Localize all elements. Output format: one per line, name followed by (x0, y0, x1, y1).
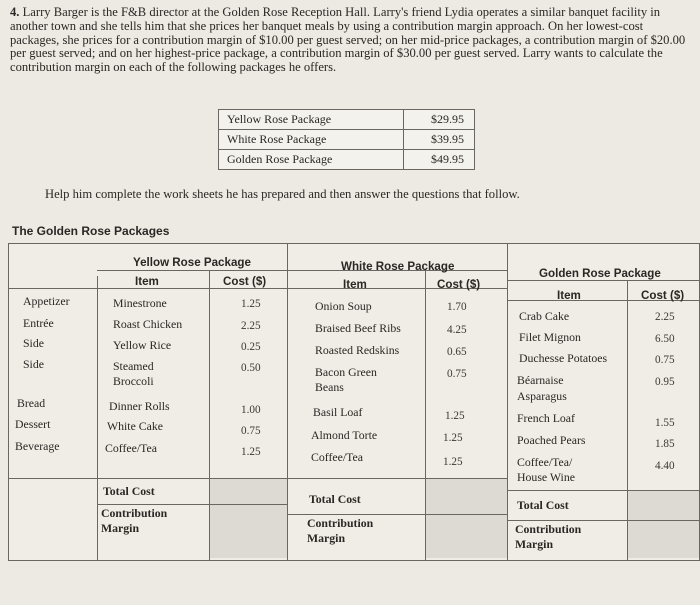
divider (209, 270, 210, 560)
package-price: $49.95 (404, 150, 475, 170)
divider (507, 520, 699, 521)
golden-contribution-label: Contribution (515, 522, 582, 536)
problem-number: 4. (10, 5, 20, 19)
white-item: Bacon Green (315, 365, 377, 379)
package-name: White Rose Package (219, 130, 404, 150)
golden-item-line2: House Wine (517, 470, 575, 484)
white-cost: 1.25 (445, 410, 465, 422)
yellow-item-header: Item (135, 275, 159, 288)
package-name: Yellow Rose Package (219, 110, 404, 130)
divider (425, 270, 426, 560)
golden-margin-label: Margin (515, 537, 554, 551)
section-title: The Golden Rose Packages (12, 224, 170, 238)
white-item: Coffee/Tea (311, 450, 364, 464)
empty-cost-cell-golden (627, 490, 699, 558)
price-row (219, 110, 475, 130)
yellow-cost: 1.25 (241, 298, 261, 310)
golden-item: French Loaf (517, 411, 575, 425)
golden-item: Crab Cake (519, 309, 570, 323)
price-row (219, 130, 475, 150)
golden-item: Coffee/Tea/ (517, 455, 573, 469)
white-cost: 1.25 (443, 432, 463, 444)
divider (9, 478, 507, 479)
category-label: Entrée (23, 316, 54, 330)
yellow-cost: 1.00 (241, 404, 261, 416)
category-label: Side (23, 336, 44, 350)
golden-total-cost-label: Total Cost (517, 498, 569, 512)
golden-cost: 6.50 (655, 333, 675, 345)
golden-cost: 1.55 (655, 417, 675, 429)
white-cost: 0.75 (447, 368, 467, 380)
category-label: Bread (17, 396, 46, 410)
divider (97, 270, 287, 271)
divider (9, 288, 507, 289)
package-price: $29.95 (404, 110, 475, 130)
yellow-package-title: Yellow Rose Package (133, 256, 251, 269)
category-label: Side (23, 357, 44, 371)
category-label: Beverage (15, 439, 60, 453)
yellow-item: Minestrone (113, 296, 167, 310)
white-total-cost-label: Total Cost (309, 492, 361, 506)
empty-cost-cell-yellow (209, 478, 287, 558)
yellow-contribution-label: Contribution (101, 506, 168, 520)
yellow-cost: 0.75 (241, 425, 261, 437)
yellow-item: Yellow Rice (113, 338, 172, 352)
yellow-margin-label: Margin (101, 521, 140, 535)
golden-cost: 2.25 (655, 311, 675, 323)
white-margin-label: Margin (307, 531, 346, 545)
white-item: Almond Torte (311, 428, 378, 442)
category-label: Dessert (15, 417, 51, 431)
white-item: Roasted Redskins (315, 343, 400, 357)
white-package-title: White Rose Package (341, 260, 455, 273)
white-cost: 4.25 (447, 324, 467, 336)
problem-body: Larry Barger is the F&B director at the Golden Rose Reception Hall. Larry's friend Lydia operates a similar banquet facility in another town and she tells him that she prices her banquet meals by using a contribution margin approach. On her lowest-cost packages, she prices for a contribution margin of $10.00 per guest served; on her mid-price packages, a contribution margin of $20.00 per guest served; and on her highest-price package, a contribution margin of $30.00 per guest served. Larry wants to calculate the contribution margin on each of the following packages he offers. (10, 5, 686, 75)
divider (507, 280, 699, 281)
golden-cost: 1.85 (655, 438, 675, 450)
golden-item: Béarnaise (517, 373, 564, 387)
white-item-line2: Beans (315, 380, 344, 394)
price-row (219, 150, 475, 170)
yellow-cost: 1.25 (241, 446, 261, 458)
divider (507, 490, 699, 491)
golden-package-title: Golden Rose Package (539, 267, 661, 280)
worksheet (8, 243, 700, 561)
yellow-cost: 0.25 (241, 341, 261, 353)
package-price: $39.95 (404, 130, 475, 150)
white-cost-header: Cost ($) (437, 278, 481, 291)
yellow-item-line2: Broccoli (113, 374, 154, 388)
package-name: Golden Rose Package (219, 150, 404, 170)
white-cost: 1.25 (443, 456, 463, 468)
yellow-item: Steamed (113, 359, 154, 373)
problem-text (10, 6, 690, 75)
golden-cost: 0.95 (655, 376, 675, 388)
white-item: Onion Soup (315, 299, 372, 313)
divider (627, 280, 628, 560)
divider (287, 244, 288, 560)
yellow-item: White Cake (107, 419, 164, 433)
yellow-cost: 0.50 (241, 362, 261, 374)
golden-cost: 0.75 (655, 354, 675, 366)
golden-item-header: Item (557, 289, 581, 302)
package-price-table (218, 109, 475, 170)
white-item-header: Item (343, 278, 367, 291)
divider (507, 244, 508, 560)
golden-item: Duchesse Potatoes (519, 351, 608, 365)
yellow-item: Dinner Rolls (109, 399, 170, 413)
white-item: Basil Loaf (313, 405, 363, 419)
yellow-cost: 2.25 (241, 320, 261, 332)
divider (97, 504, 287, 505)
empty-cost-cell-white (425, 478, 507, 558)
yellow-item: Coffee/Tea (105, 441, 158, 455)
divider (287, 514, 507, 515)
white-contribution-label: Contribution (307, 516, 374, 530)
yellow-total-cost-label: Total Cost (103, 484, 155, 498)
golden-cost-header: Cost ($) (641, 289, 685, 302)
yellow-item: Roast Chicken (113, 317, 183, 331)
golden-item-line2: Asparagus (517, 389, 567, 403)
white-item: Braised Beef Ribs (315, 321, 401, 335)
white-cost: 1.70 (447, 301, 467, 313)
white-cost: 0.65 (447, 346, 467, 358)
divider (97, 276, 98, 560)
golden-item: Filet Mignon (519, 330, 581, 344)
instruction-text: Help him complete the work sheets he has prepared and then answer the questions that follow. (45, 187, 520, 201)
golden-cost: 4.40 (655, 460, 675, 472)
category-label: Appetizer (23, 294, 70, 308)
golden-item: Poached Pears (517, 433, 586, 447)
yellow-cost-header: Cost ($) (223, 275, 267, 288)
